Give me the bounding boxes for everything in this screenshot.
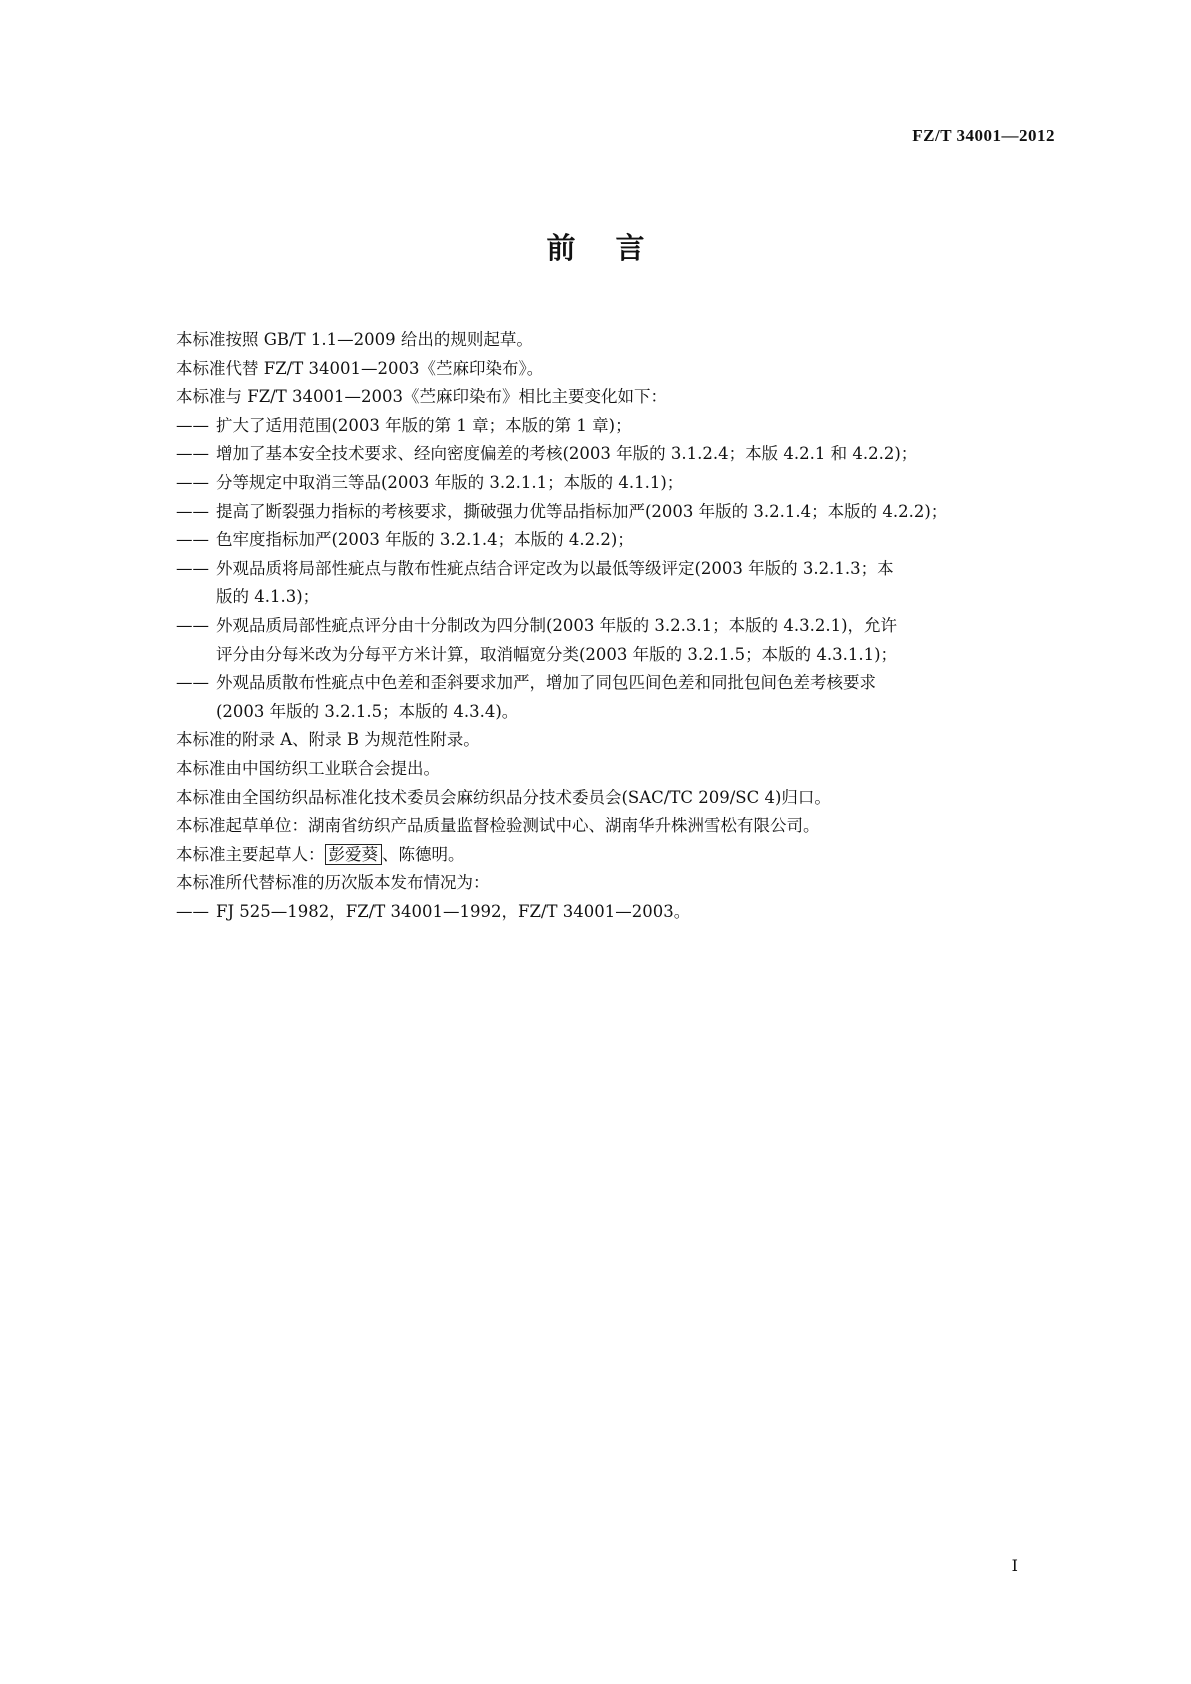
drafters-prefix: 本标准主要起草人： [176, 844, 325, 864]
change-item [176, 412, 1056, 441]
change-text: 增加了基本安全技术要求、经向密度偏差的考核(2003 年版的 3.1.2.4；本版 4.2.1 和 4.2.2)； [216, 444, 918, 464]
change-text: 外观品质散布性疵点中色差和歪斜要求加严，增加了同包匹间色差和同批包间色差考核要求 [216, 673, 876, 693]
dash-mark: —— [176, 901, 209, 921]
page-title: 前言 [546, 231, 685, 265]
paragraph: 本标准按照 GB/T 1.1—2009 给出的规则起草。 [176, 330, 533, 349]
change-item [176, 469, 1056, 498]
change-item [176, 440, 1056, 469]
dash-mark: —— [176, 415, 209, 435]
version-history-item [176, 898, 1056, 927]
dash-mark: —— [176, 615, 209, 635]
paragraph: 本标准由中国纺织工业联合会提出。 [176, 758, 440, 778]
change-text: 扩大了适用范围(2003 年版的第 1 章；本版的第 1 章)； [216, 415, 632, 435]
document-body [176, 326, 1056, 926]
version-history-text: FJ 525—1982，FZ/T 34001—1992，FZ/T 34001—2003。 [216, 901, 691, 921]
change-text: 外观品质局部性疵点评分由十分制改为四分制(2003 年版的 3.2.3.1；本版的 4.3.2.1)，允许 [216, 615, 898, 635]
dash-mark: —— [176, 444, 209, 464]
change-text: 提高了断裂强力指标的考核要求，撕破强力优等品指标加严(2003 年版的 3.2.1.4；本版的 4.2.2)； [216, 501, 948, 521]
change-continuation: 评分由分每米改为分每平方米计算，取消幅宽分类(2003 年版的 3.2.1.5；本版的 4.3.1.1)； [216, 644, 898, 664]
change-continuation: 版的 4.1.3)； [216, 587, 320, 607]
dash-mark: —— [176, 558, 209, 578]
change-text: 色牢度指标加严(2003 年版的 3.2.1.4；本版的 4.2.2)； [216, 530, 634, 550]
change-item [176, 555, 1056, 584]
dash-mark: —— [176, 673, 209, 693]
change-item [176, 669, 1056, 698]
boxed-name: 彭爱葵 [325, 844, 383, 865]
page-number: I [1011, 1556, 1018, 1575]
paragraph: 本标准与 FZ/T 34001—2003《苎麻印染布》相比主要变化如下： [176, 387, 667, 407]
paragraph: 本标准的附录 A、附录 B 为规范性附录。 [176, 730, 480, 750]
change-item [176, 526, 1056, 555]
change-text: 分等规定中取消三等品(2003 年版的 3.2.1.1；本版的 4.1.1)； [216, 472, 684, 492]
change-item [176, 498, 1056, 527]
paragraph: 本标准起草单位：湖南省纺织产品质量监督检验测试中心、湖南华升株洲雪松有限公司。 [176, 816, 820, 836]
dash-mark: —— [176, 501, 209, 521]
change-continuation: (2003 年版的 3.2.1.5；本版的 4.3.4)。 [216, 701, 519, 721]
dash-mark: —— [176, 472, 209, 492]
drafters-paragraph [176, 841, 1056, 870]
paragraph: 本标准所代替标准的历次版本发布情况为： [176, 873, 490, 893]
standard-code: FZ/T 34001—2012 [912, 126, 1055, 145]
change-text: 外观品质将局部性疵点与散布性疵点结合评定改为以最低等级评定(2003 年版的 3.2.1.3；本 [216, 558, 894, 578]
drafters-suffix: 、陈德明。 [382, 844, 465, 864]
paragraph: 本标准代替 FZ/T 34001—2003《苎麻印染布》。 [176, 358, 544, 378]
dash-mark: —— [176, 530, 209, 550]
paragraph: 本标准由全国纺织品标准化技术委员会麻纺织品分技术委员会(SAC/TC 209/SC 4)归口。 [176, 787, 831, 807]
change-item [176, 612, 1056, 641]
